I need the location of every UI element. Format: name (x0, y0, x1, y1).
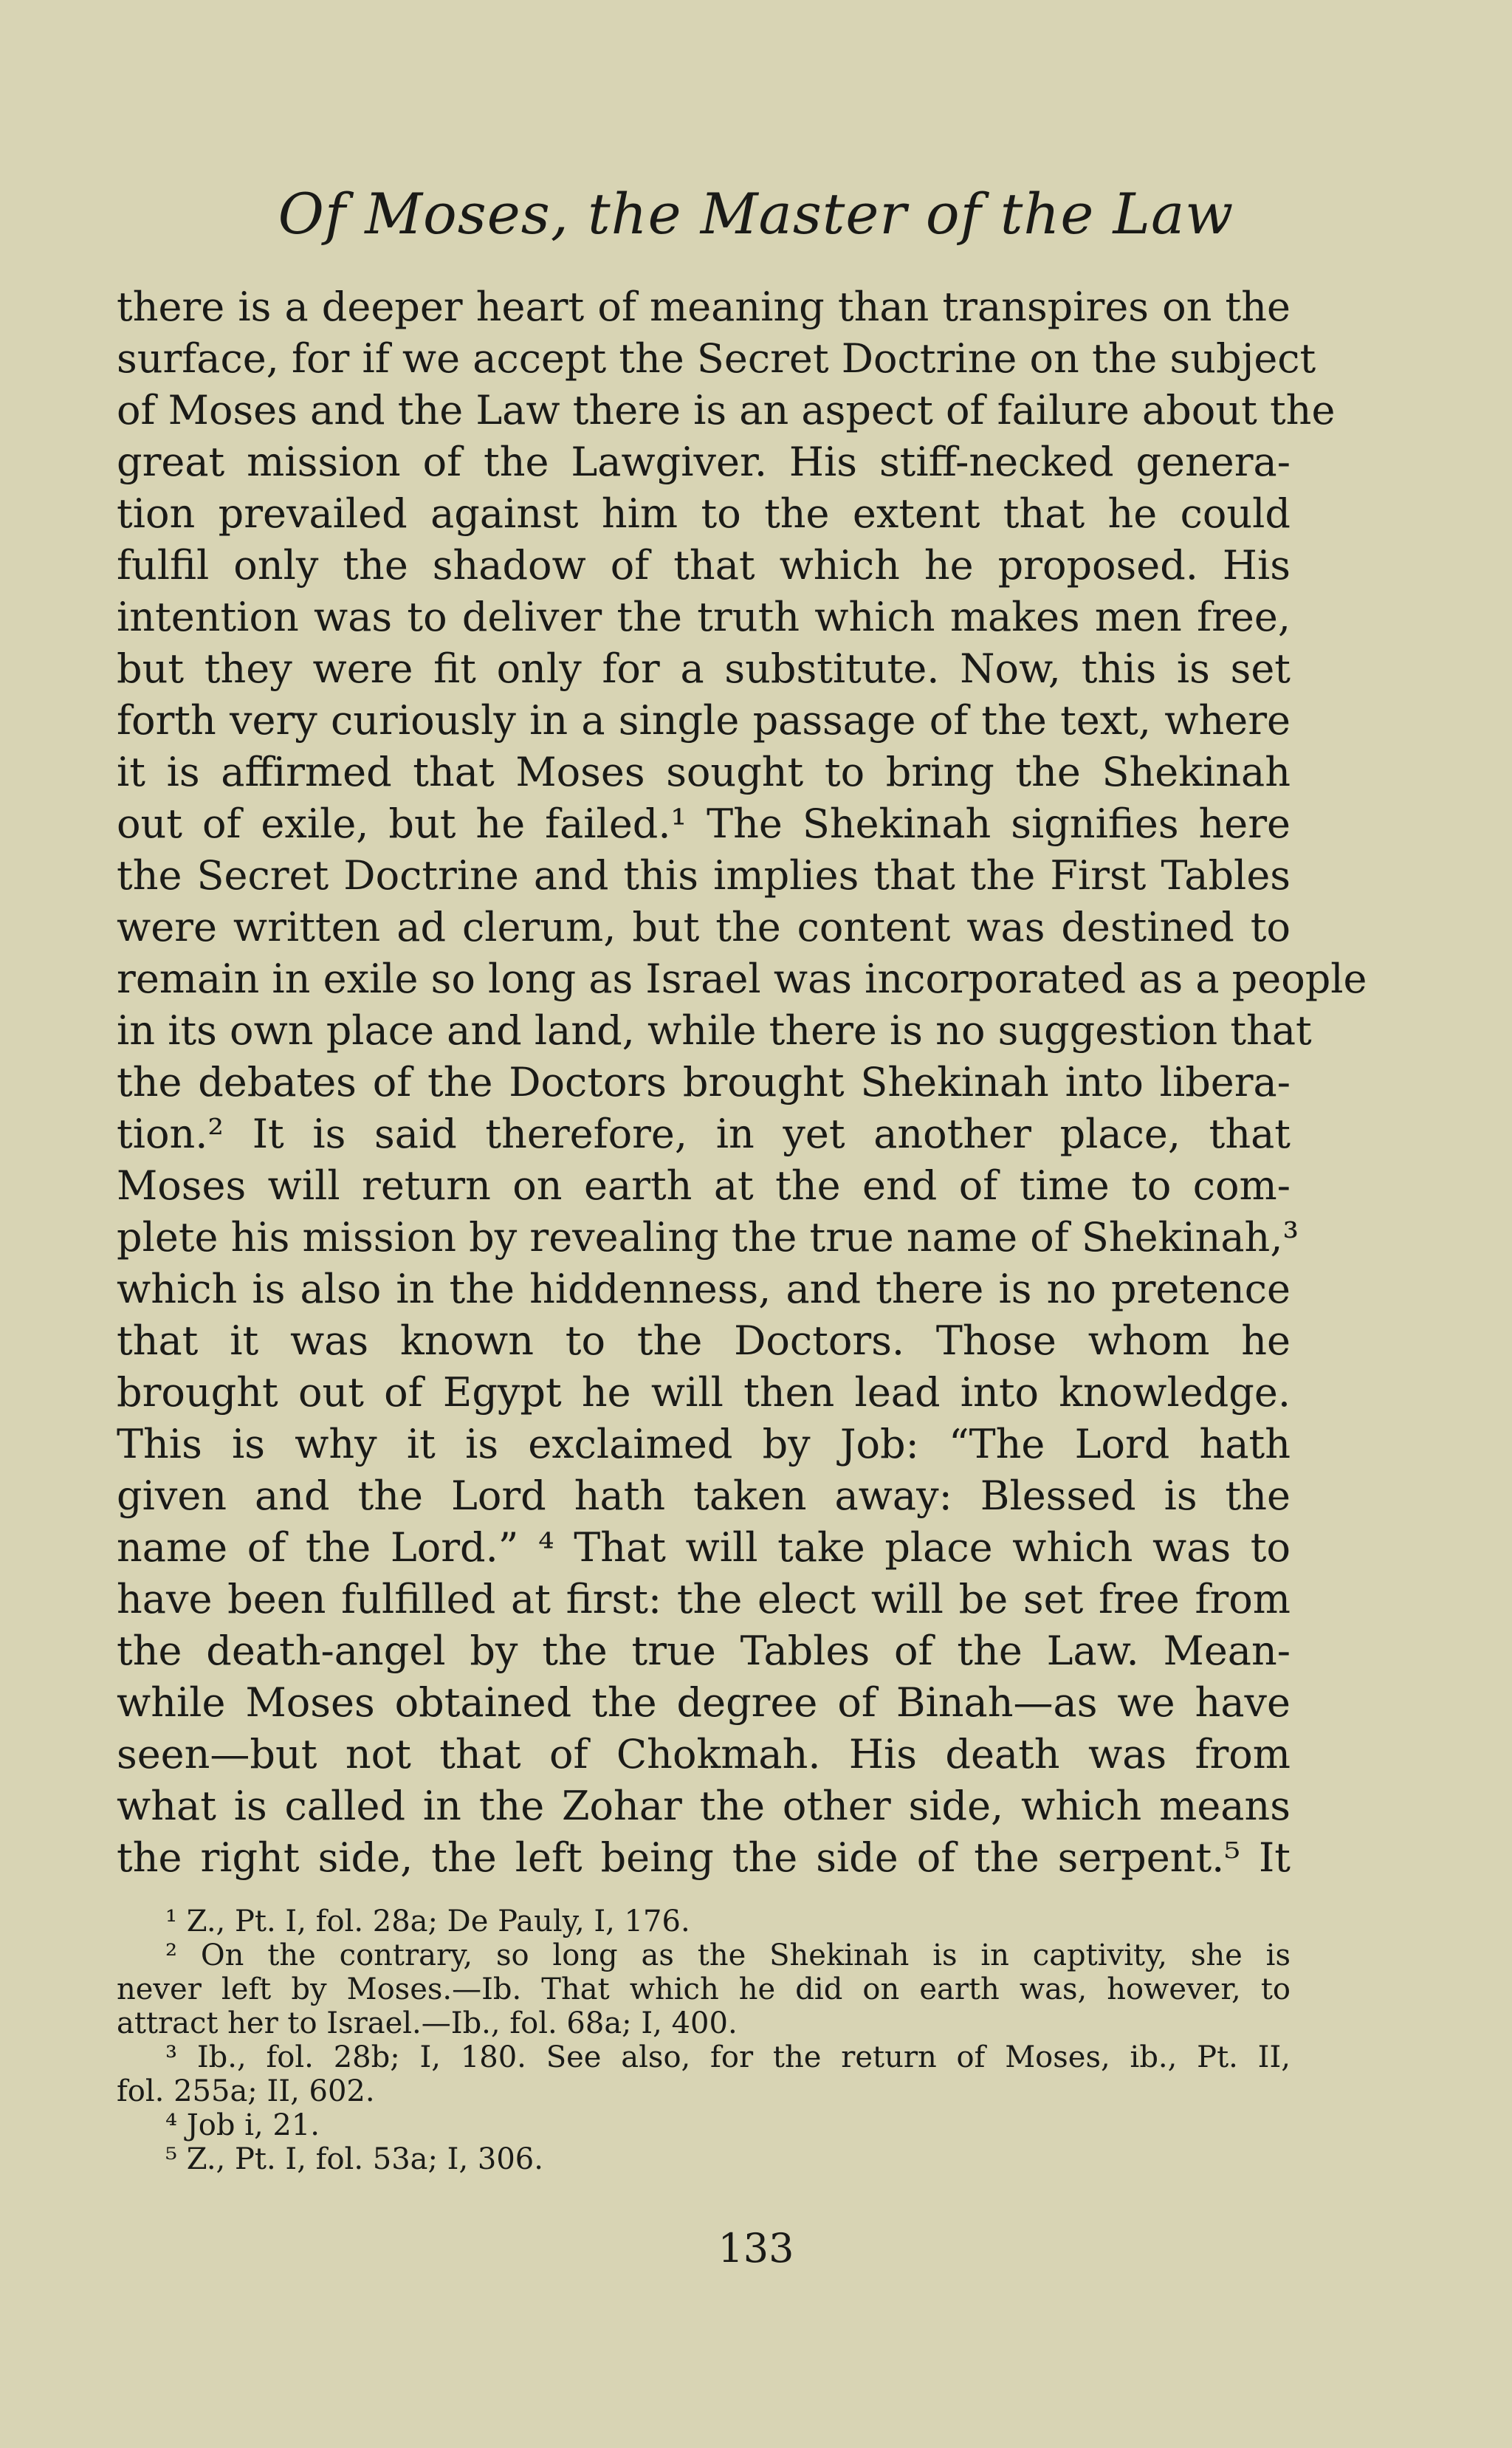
text-line: but they were fit only for a substitute. Now, this is set (117, 645, 1291, 692)
text-line: the death-angel by the true Tables of the Law. Mean- (117, 1628, 1291, 1674)
text-line: the debates of the Doctors brought Shekinah into libera- (117, 1059, 1291, 1105)
text-line: it is affirmed that Moses sought to bring the Shekinah (117, 749, 1291, 795)
text-line: in its own place and land, while there is no suggestion that (117, 1007, 1312, 1054)
footnote-3: ³ Ib., fol. 28b; I, 180. See also, for the return of Moses, ib., Pt. II, (165, 2040, 1291, 2074)
text-line: fulfil only the shadow of that which he proposed. His (117, 542, 1291, 589)
running-head: Of Moses, the Master of the Law (278, 181, 1234, 247)
text-line: which is also in the hiddenness, and there is no pretence (117, 1266, 1291, 1312)
text-line: the Secret Doctrine and this implies that the First Tables (117, 852, 1291, 899)
text-line: what is called in the Zohar the other side, which means (117, 1783, 1291, 1829)
text-line: seen—but not that of Chokmah. His death was from (117, 1731, 1291, 1777)
text-line: intention was to deliver the truth which makes men free, (117, 594, 1291, 640)
footnote-4: ⁴ Job i, 21. (165, 2108, 320, 2142)
text-line: have been fulfilled at first: the elect will be set free from (117, 1576, 1291, 1622)
page-number: 133 (718, 2225, 794, 2272)
text-line: brought out of Egypt he will then lead into knowledge. (117, 1369, 1291, 1416)
footnote-2: ² On the contrary, so long as the Shekinah is in captivity, she is (165, 1938, 1291, 1972)
text-line: of Moses and the Law there is an aspect of failure about the (117, 387, 1336, 433)
footnote-3-cont: fol. 255a; II, 602. (117, 2074, 375, 2108)
text-line: plete his mission by revealing the true name of Shekinah,³ (117, 1214, 1299, 1261)
text-line: name of the Lord.” ⁴ That will take place which was to (117, 1524, 1291, 1571)
footnote-2-cont: attract her to Israel.—Ib., fol. 68a; I, 400. (117, 2006, 738, 2040)
text-line: forth very curiously in a single passage of the text, where (117, 697, 1291, 744)
text-line: the right side, the left being the side of the serpent.⁵ It (117, 1834, 1291, 1881)
text-line: This is why it is exclaimed by Job: “The Lord hath (117, 1421, 1291, 1467)
body-text (117, 281, 1367, 1884)
text-line: given and the Lord hath taken away: Blessed is the (117, 1472, 1291, 1519)
footnotes (117, 1904, 1291, 2176)
text-line: great mission of the Lawgiver. His stiff-necked genera- (117, 439, 1291, 485)
footnote-5: ⁵ Z., Pt. I, fol. 53a; I, 306. (165, 2142, 543, 2176)
text-line: remain in exile so long as Israel was incorporated as a people (117, 956, 1367, 1002)
text-line: tion.² It is said therefore, in yet another place, that (117, 1111, 1291, 1157)
text-line: out of exile, but he failed.¹ The Shekinah signifies here (117, 800, 1291, 847)
footnote-2-cont: never left by Moses.—Ib. That which he did on earth was, however, to (117, 1972, 1291, 2006)
text-line: while Moses obtained the degree of Binah—as we have (117, 1679, 1291, 1726)
text-line: tion prevailed against him to the extent that he could (117, 490, 1291, 537)
footnote-1: ¹ Z., Pt. I, fol. 28a; De Pauly, I, 176. (165, 1904, 690, 1938)
text-line: Moses will return on earth at the end of time to com- (117, 1162, 1291, 1209)
text-line: were written ad clerum, but the content was destined to (117, 904, 1291, 950)
text-line: there is a deeper heart of meaning than transpires on the (117, 284, 1291, 330)
text-line: that it was known to the Doctors. Those whom he (117, 1317, 1291, 1364)
text-line: surface, for if we accept the Secret Doctrine on the subject (117, 335, 1316, 382)
